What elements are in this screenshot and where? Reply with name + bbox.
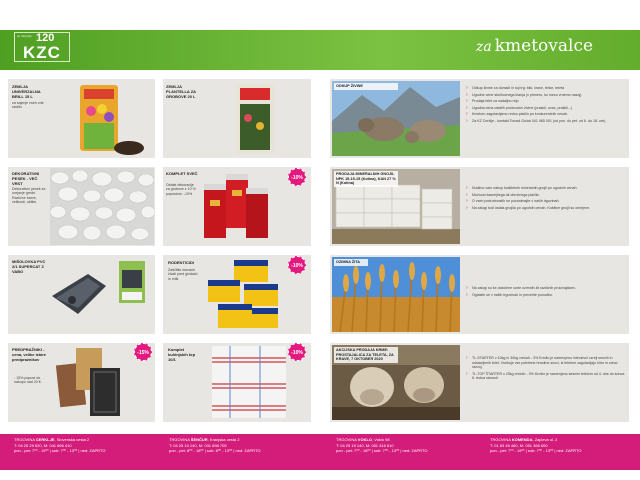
discount-badge: -10% xyxy=(288,168,306,186)
discount-badge: -15% xyxy=(134,343,152,361)
soil-pile-image xyxy=(112,134,146,156)
store-name: KOMENDA xyxy=(511,437,533,442)
bullet-item: › Nudimo vam nakup kvalitetnih mineralnih gnojil po ugodnih cenah. xyxy=(466,186,626,191)
bullet-item: › Možnost kasnejšega ali obročnega plačila. xyxy=(466,193,626,198)
mousetrap-image xyxy=(48,266,110,318)
title-prefix: za xyxy=(476,39,492,55)
product-desc: Zaščitite domače živali pred glodalci in miši. xyxy=(168,268,198,281)
product-desc: za sajenje vseh vrst rastlin xyxy=(12,101,44,110)
product-name: DEKORATIVNI PESEK - VEČ VRST xyxy=(12,171,40,186)
product-name: ZEMLJA UNIVERZALNA BRILL 15 L xyxy=(12,84,41,99)
bullet-item: › Odkup živine za domači in tuji trg: biki, krave, telice, teleta xyxy=(466,86,626,91)
store-hours: pon - pet: 8⁰⁰ - 18⁰⁰ | sob: 8⁰⁰ - 13⁰⁰ | ned: ZAPRTO xyxy=(169,448,261,453)
mousetrap-package-image xyxy=(118,260,146,304)
bullet-item: › Kmetom zagotavljamo redno plačilo po konkurenčnih cenah. xyxy=(466,112,626,117)
cows-mountain-image xyxy=(332,81,460,156)
store-address: , Slovenska cesta 2 xyxy=(54,437,90,442)
store-name: CERKLJE xyxy=(35,437,55,442)
store-prefix: TRGOVINA xyxy=(336,437,357,442)
store-info xyxy=(169,437,260,454)
store-info xyxy=(336,437,427,454)
product-desc: Dekorativni pesek za urejanje grede. Različne barve, velikosti, oblike. xyxy=(12,187,46,205)
logo-years-label: sp izkušnjo xyxy=(17,34,32,38)
bullet-list xyxy=(466,186,626,212)
store-phone: T: 04 25 19 140, M: 051 316 610 xyxy=(336,442,394,448)
product-name: Komplet kuhinjskih krp 10/1 xyxy=(168,347,196,362)
store-phone: T: 04 25 29 520, M: 041 666 410 xyxy=(14,442,72,448)
doormats-image xyxy=(56,344,130,420)
store-prefix: TRGOVINA xyxy=(14,437,35,442)
section-label: ODKUP ŽIVINE xyxy=(334,83,398,90)
discount-badge: -10% xyxy=(288,343,306,361)
product-name: RODENTICIDI xyxy=(168,260,194,265)
kitchen-towels-image xyxy=(210,344,288,420)
white-pebbles-image xyxy=(50,168,154,245)
store-address: , Kranjska cesta 2 xyxy=(207,437,240,442)
wheat-field-image xyxy=(332,257,460,332)
product-name: MIŠOLOVKA PVC 2/1 SUPERCAT Z VABO xyxy=(12,259,46,274)
kzc-logo xyxy=(14,32,70,62)
bullet-item: › Oglasite se v naših trgovinah in preverite ponudbo. xyxy=(466,293,626,298)
store-name: VOKLO xyxy=(357,437,373,442)
bullet-item: › O vseh podrobnostih se pozanimajte v naših trgovinah. xyxy=(466,199,626,204)
product-desc: Ostale dekoracije za grobove z 10 % popustom. -10% xyxy=(166,183,196,196)
plantella-bag-image xyxy=(232,82,280,156)
store-address: , Zajčeva ul. 2 xyxy=(532,437,558,442)
bullet-item: › Za KZ Cerklje - kontakt Tomaž Golob 041 985 001 (od pon. do pet. od 6. do 18. ure). xyxy=(466,119,626,124)
bullet-list xyxy=(466,286,626,299)
section-label: PRODAJA MINERALNIH GNOJIL NPK 15-15-15 (Kotina), KAN 27 % N (Kotina) xyxy=(334,171,398,187)
bullet-item: › Na zalogi tudi ostala gnojila po ugodnih cenah. Kobiline gnojil so omejene. xyxy=(466,206,626,211)
store-prefix: TRGOVINA xyxy=(490,437,511,442)
bullet-list xyxy=(466,356,626,383)
product-name: PREDPRAŽNIKI - cena, velike izbire predpražnikov xyxy=(12,347,47,362)
bullet-item: › Ugodne cene stočkovnega klanja (v primeru, ko meso vrnemo nazaj) xyxy=(466,93,626,98)
store-phone: T: 01 83 45 480, M: 051 366 600 xyxy=(490,442,548,448)
store-prefix: TRGOVINA xyxy=(169,437,190,442)
product-desc: - 15% popust ob nakupu nad 20 €. xyxy=(14,376,42,385)
candles-image xyxy=(200,170,272,242)
bullet-item: › Prodaja telet za nadaljno rejo xyxy=(466,99,626,104)
discount-badge: -10% xyxy=(288,256,306,274)
product-name: ZEMLJA PLANTELLA ZA GROBOVE 20 L xyxy=(166,84,196,99)
store-address: , Voklo 98 xyxy=(372,437,390,442)
rodenticide-boxes-image xyxy=(204,258,284,332)
bullet-item: › Ugodna cena ostalih proizvodov živine (prasiči, ovce, prašiči...) xyxy=(466,106,626,111)
store-info xyxy=(490,437,581,454)
title-text: kmetovalce xyxy=(494,36,594,56)
product-name: KOMPLET SVEČ xyxy=(166,171,198,176)
bullet-list xyxy=(466,86,626,125)
store-hours: pon - pet: 7⁰⁰ - 19⁰⁰ | sob: 7⁰⁰ - 13⁰⁰ | ned: ZAPRTO xyxy=(14,448,106,453)
store-name: ŠENČUR xyxy=(190,437,208,442)
section-label: AKCIJSKA PRODAJA KRME: PROSTAJALICA ZA TELETA, ZA KRAVE, 7 OKTOBER 2020 xyxy=(334,347,398,363)
section-label: OZIMNA ŽITA xyxy=(334,259,368,266)
logo-brand: KZC xyxy=(23,43,61,62)
page-title xyxy=(476,36,593,56)
store-hours: pon - pet: 7⁰⁰ - 19⁰⁰ | sob: 7⁰⁰ - 13⁰⁰ | ned: ZAPRTO xyxy=(490,448,582,453)
bullet-item: › TL-STARTER v 10kg in 30kg vrečah - 3% Krmilo je namenjeno intenzivni vzreji sesnih in odstavljenih telet. Vsebuje vse potrebne hranilne snovi, ki teletom zagotavljajo hitro in zdrav razvoj. xyxy=(466,356,626,370)
bullet-item: › TL-TOP ŠTARTER v 25kg vrečah - 3% Krmilo je namenjeno sesnim teletom od 4. dne do konca 6. tedna starosti xyxy=(466,372,626,381)
bullet-item: › Na zalogi so še določene sorte ozimnih žit različnih proizvajalcev. xyxy=(466,286,626,291)
store-hours: pon - pet: 7⁰⁰ - 18⁰⁰ | sob: 7⁰⁰ - 13⁰⁰ | ned: ZAPRTO xyxy=(336,448,428,453)
logo-years: 120 xyxy=(36,32,55,44)
store-phone: T: 04 25 10 140, M: 031 698 705 xyxy=(169,442,227,448)
store-info xyxy=(14,437,105,454)
